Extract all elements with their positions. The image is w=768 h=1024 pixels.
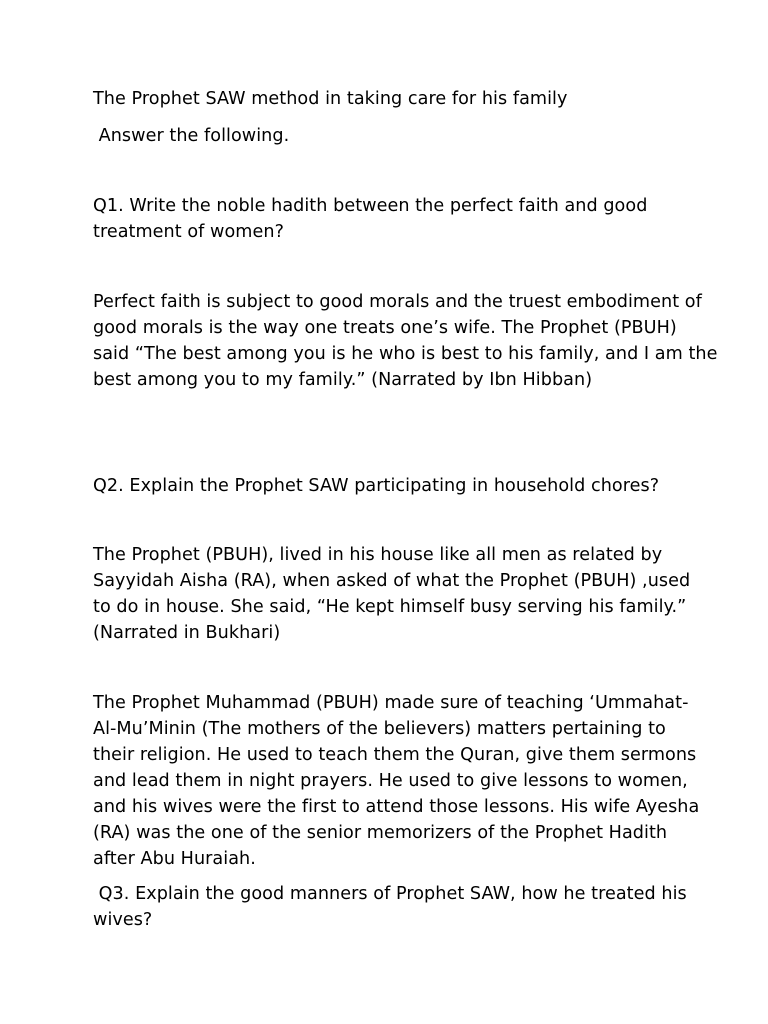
answer-2-line-3: to do in house. She said, “He kept himself busy serving his family.”	[93, 597, 687, 617]
answer-2b-line-3: their religion. He used to teach them the Quran, give them sermons	[93, 745, 697, 765]
answer-1-line-1: Perfect faith is subject to good morals and the truest embodiment of	[93, 292, 702, 312]
answer-2b-line-1: The Prophet Muhammad (PBUH) made sure of teaching ‘Ummahat-	[93, 693, 689, 713]
question-3-line-2: wives?	[93, 910, 153, 930]
question-2-line-1: Q2. Explain the Prophet SAW participating in household chores?	[93, 476, 660, 496]
answer-1-line-2: good morals is the way one treats one’s wife. The Prophet (PBUH)	[93, 318, 677, 338]
question-3-line-1: Q3. Explain the good manners of Prophet SAW, how he treated his	[93, 884, 687, 904]
answer-2-line-2: Sayyidah Aisha (RA), when asked of what the Prophet (PBUH) ,used	[93, 571, 691, 591]
answer-2b-line-6: (RA) was the one of the senior memorizers of the Prophet Hadith	[93, 823, 668, 843]
document-title: The Prophet SAW method in taking care for his family	[93, 89, 568, 109]
answer-1-line-4: best among you to my family.” (Narrated by Ibn Hibban)	[93, 370, 593, 390]
question-1-line-2: treatment of women?	[93, 222, 284, 242]
answer-2b-line-5: and his wives were the first to attend those lessons. His wife Ayesha	[93, 797, 700, 817]
answer-2b-line-4: and lead them in night prayers. He used to give lessons to women,	[93, 771, 688, 791]
answer-2b-line-7: after Abu Huraiah.	[93, 849, 256, 869]
answer-2-line-4: (Narrated in Bukhari)	[93, 623, 281, 643]
instruction-text: Answer the following.	[93, 126, 290, 146]
answer-1-line-3: said “The best among you is he who is best to his family, and I am the	[93, 344, 718, 364]
answer-2-line-1: The Prophet (PBUH), lived in his house like all men as related by	[93, 545, 663, 565]
answer-2b-line-2: Al-Mu’Minin (The mothers of the believers) matters pertaining to	[93, 719, 666, 739]
question-1-line-1: Q1. Write the noble hadith between the perfect faith and good	[93, 196, 648, 216]
